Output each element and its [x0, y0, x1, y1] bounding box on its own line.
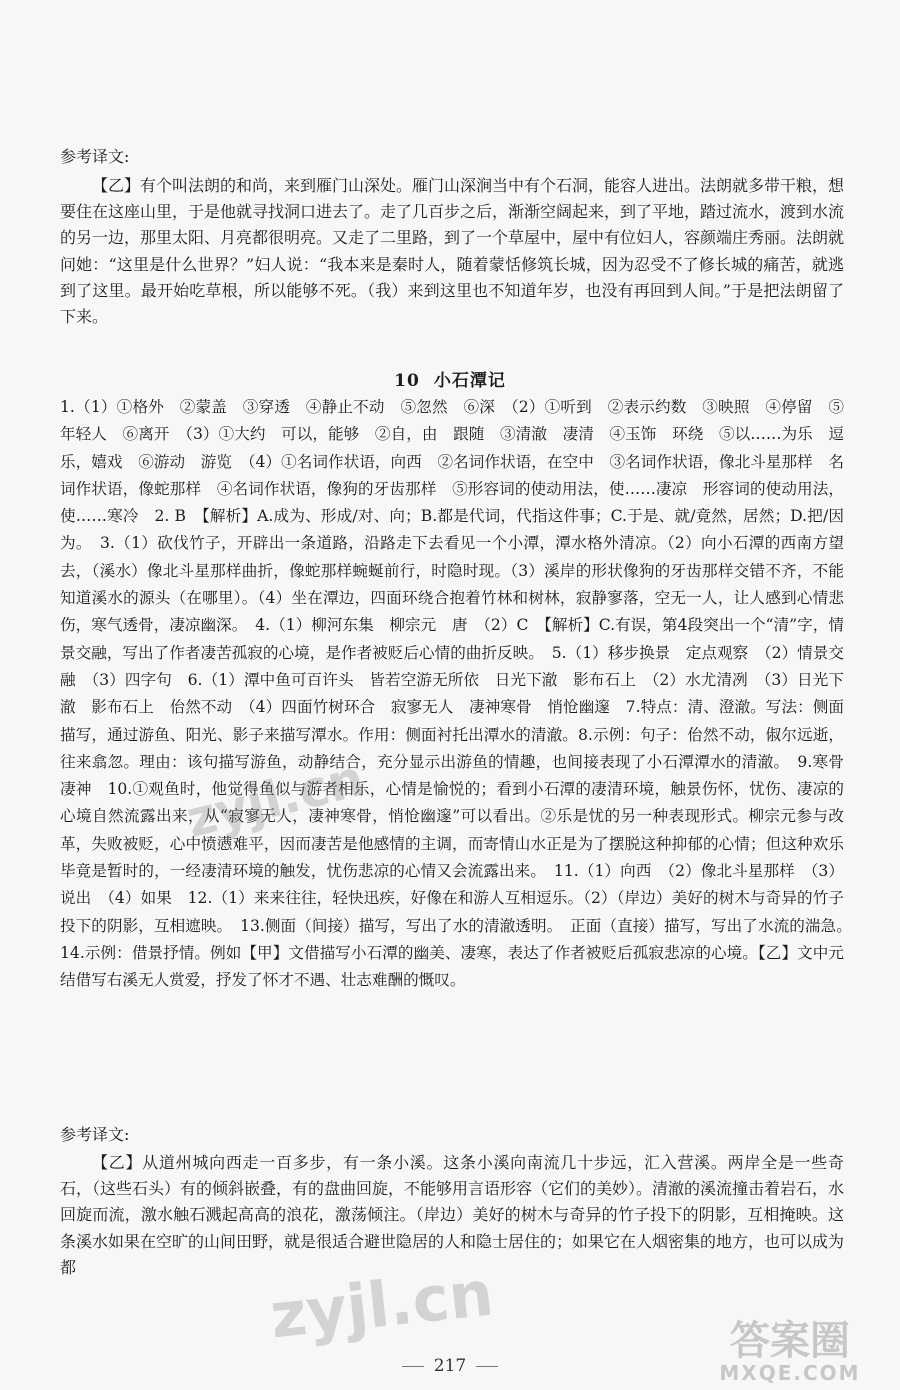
- watermark-bottom: zyjl.cn: [266, 1256, 497, 1353]
- reference-translation-label: 参考译文:: [60, 147, 130, 166]
- section-heading: [0, 366, 900, 391]
- translation-paragraph-bottom: 【乙】从道州城向西走一百多步，有一条小溪。这条小溪向南流几十步远，汇入营溪。两岸全是一些奇石，（这些石头）有的倾斜嵌叠，有的盘曲回旋，不能够用言语形容（它们的美妙）。清澈的溪流撞击着岩石，水回旋而流，激水触石溅起高高的浪花，激荡倾注。（岸边）美好的树木与奇异的竹子投下的阴影，互相掩映。这条溪水如果在空旷的山间田野，就是很适合避世隐居的人和隐士居住的；如果它在人烟密集的地方，也可以成为都: [60, 1153, 845, 1277]
- footer-dash-left: [402, 1366, 424, 1367]
- reference-translation-label-2: 参考译文:: [60, 1125, 130, 1144]
- section-title: 小石潭记: [433, 371, 506, 391]
- answers-block: 1.（1）①格外 ②蒙盖 ③穿透 ④静止不动 ⑤忽然 ⑥深 （2）①听到 ②表示约数 ③映照 ④停留 ⑤年轻人 ⑥离开 （3）①大约 可以，能够 ②自，由 跟随 ③清澈 凄清 ④玉饰 环绕 ⑤以……为乐 逗乐，嬉戏 ⑥游动 游览 （4）①名词作状语，向西 ②名词作状语，在空中 ③名词作状语，像北斗星那样 名词作状语，像蛇那样 ④名词作状语，像狗的牙齿那样 ⑤形容词的使动用法，使……凄凉 形容词的使动用法，使……寒冷 2. B 【解析】A.成为、形成/对、向；B.都是代词，代指这件事；C.于是、就/竟然，居然；D.把/因为。 3.（1）砍伐竹子，开辟出一条道路，沿路走下去看见一个小潭，潭水格外清凉。（2）向小石潭的西南方望去，（溪水）像北斗星那样曲折，像蛇那样蜿蜒前行，时隐时现。（3）溪岸的形状像狗的牙齿那样交错不齐，不能知道溪水的源头（在哪里）。（4）坐在潭边，四面环绕合抱着竹林和树林，寂静寥落，空无一人，让人感到心情悲伤，寒气透骨，凄凉幽深。 4.（1）柳河东集 柳宗元 唐 （2）C 【解析】C.有误，第4段突出一个“清”字，情景交融，写出了作者凄苦孤寂的心境，是作者被贬后心情的曲折反映。 5.（1）移步换景 定点观察 （2）情景交融 （3）四字句 6.（1）潭中鱼可百许头 皆若空游无所依 日光下澈 影布石上 （2）水尤清冽 （3）日光下澈 影布石上 佁然不动 （4）四面竹树环合 寂寥无人 凄神寒骨 悄怆幽邃 7.特点：清、澄澈。写法：侧面描写，通过游鱼、阳光、影子来描写潭水。作用：侧面衬托出潭水的清澈。8.示例：句子：佁然不动，俶尔远逝，往来翕忽。理由：该句描写游鱼，动静结合，充分显示出游鱼的情趣，也间接表现了小石潭潭水的清澈。 9.寒骨凄神 10.①观鱼时，他觉得鱼似与游者相乐，心情是愉悦的；看到小石潭的凄清环境，触景伤怀，忧伤、凄凉的心境自然流露出来，从“寂寥无人，凄神寒骨，悄怆幽邃”可以看出。②乐是忧的另一种表现形式。柳宗元参与改革，失败被贬，心中愤懑难平，因而凄苦是他感情的主调，而寄情山水正是为了摆脱这种抑郁的心情；但这种欢乐毕竟是暂时的，一经凄清环境的触发，忧伤悲凉的心情又会流露出来。 11.（1）向西 （2）像北斗星那样 （3）说出 （4）如果 12.（1）来来往往，轻快迅疾，好像在和游人互相逗乐。（2）（岸边）美好的树木与奇异的竹子投下的阴影，互相遮映。 13.侧面（间接）描写，写出了水的清澈透明。 正面（直接）描写，写出了水流的湍急。 14.示例：借景抒情。例如【甲】文借描写小石潭的幽美、凄寒，表达了作者被贬后孤寂悲凉的心境。【乙】文中元结借写右溪无人赏爱，抒发了怀才不遇、壮志难酬的慨叹。: [60, 398, 860, 990]
- page-footer: [0, 1356, 900, 1376]
- svg-text:MXQE.COM: MXQE.COM: [719, 1361, 861, 1384]
- footer-dash-right: [476, 1366, 498, 1367]
- page-number: 217: [433, 1356, 467, 1376]
- translation-paragraph-top: 【乙】有个叫法朗的和尚，来到雁门山深处。雁门山深涧当中有个石洞，能容人进出。法朗就多带干粮，想要住在这座山里，于是他就寻找洞口进去了。走了几百步之后，渐渐空阔起来，到了平地，踏过流水，渡到水流的另一边，那里太阳、月亮都很明亮。又走了二里路，到了一个草屋中，屋中有位妇人，容颜端庄秀丽。法朗就问她：“这里是什么世界？”妇人说：“我本来是秦时人，随着蒙恬修筑长城，因为忍受不了修长城的痛苦，就逃到了这里。最开始吃草根，所以能够不死。（我）来到这里也不知道年岁，也没有再回到人间。”于是把法朗留了下来。: [60, 176, 845, 327]
- svg-text:答案圈: 答案圈: [730, 1318, 850, 1364]
- watermark-mid: zyjl.cn: [180, 749, 370, 849]
- section-number: 10: [394, 371, 420, 391]
